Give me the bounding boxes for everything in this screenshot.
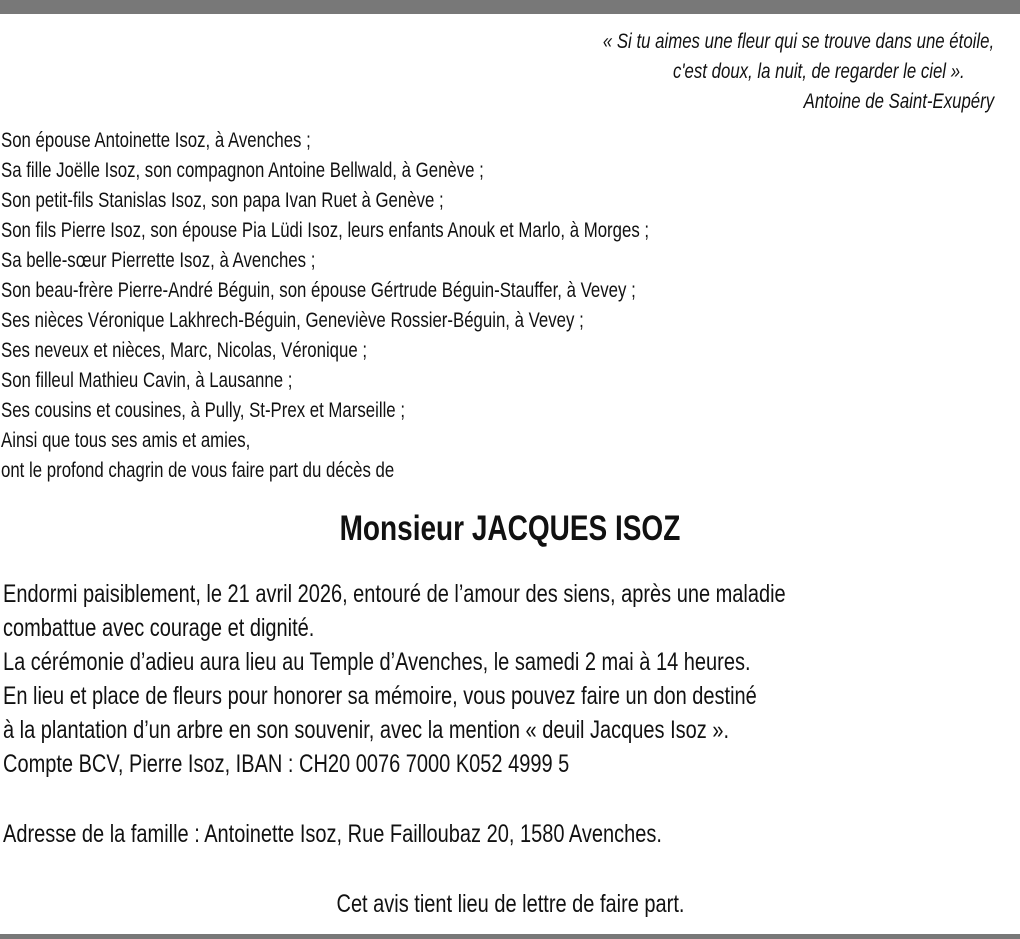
family-line: Son beau-frère Pierre-André Béguin, son épouse Gértrude Béguin-Stauffer, à Vevey ;	[1, 279, 636, 302]
footer-note: Cet avis tient lieu de lettre de faire part.	[336, 890, 684, 918]
family-line: Son fils Pierre Isoz, son épouse Pia Lüdi Isoz, leurs enfants Anouk et Marlo, à Morges ;	[1, 219, 650, 242]
body-line: à la plantation d’un arbre en son souvenir, avec la mention « deuil Jacques Isoz ».	[3, 716, 730, 744]
family-line: Son filleul Mathieu Cavin, à Lausanne ;	[1, 369, 293, 392]
quote-line: « Si tu aimes une fleur qui se trouve dans une étoile,	[602, 30, 994, 53]
family-line: Ses nièces Véronique Lakhrech-Béguin, Geneviève Rossier-Béguin, à Vevey ;	[1, 309, 584, 332]
family-line: Sa belle-sœur Pierrette Isoz, à Avenches ;	[1, 249, 316, 272]
quote-line: c'est doux, la nuit, de regarder le ciel ».	[673, 60, 965, 83]
bottom-border	[0, 934, 1020, 939]
body-line: En lieu et place de fleurs pour honorer sa mémoire, vous pouvez faire un don destiné	[3, 682, 757, 710]
family-line: Ses neveux et nièces, Marc, Nicolas, Véronique ;	[1, 339, 368, 362]
body-line: Endormi paisiblement, le 21 avril 2026, entouré de l’amour des siens, après une maladie	[3, 580, 786, 608]
body-line: La cérémonie d’adieu aura lieu au Temple d’Avenches, le samedi 2 mai à 14 heures.	[3, 648, 751, 676]
body-line: Compte BCV, Pierre Isoz, IBAN : CH20 0076 7000 K052 4999 5	[3, 750, 570, 778]
family-line: Son petit-fils Stanislas Isoz, son papa Ivan Ruet à Genève ;	[1, 189, 444, 212]
quote-author: Antoine de Saint-Exupéry	[803, 90, 994, 113]
family-line: Sa fille Joëlle Isoz, son compagnon Antoine Bellwald, à Genève ;	[1, 159, 484, 182]
body-line: combattue avec courage et dignité.	[3, 614, 315, 642]
family-line: Ses cousins et cousines, à Pully, St-Prex et Marseille ;	[1, 399, 405, 422]
family-line: Ainsi que tous ses amis et amies,	[1, 429, 251, 452]
family-line: ont le profond chagrin de vous faire part du décès de	[1, 459, 395, 482]
family-line: Son épouse Antoinette Isoz, à Avenches ;	[1, 129, 311, 152]
top-border	[0, 0, 1020, 14]
deceased-name: Monsieur JACQUES ISOZ	[339, 509, 681, 548]
family-address: Adresse de la famille : Antoinette Isoz, Rue Failloubaz 20, 1580 Avenches.	[3, 820, 662, 848]
